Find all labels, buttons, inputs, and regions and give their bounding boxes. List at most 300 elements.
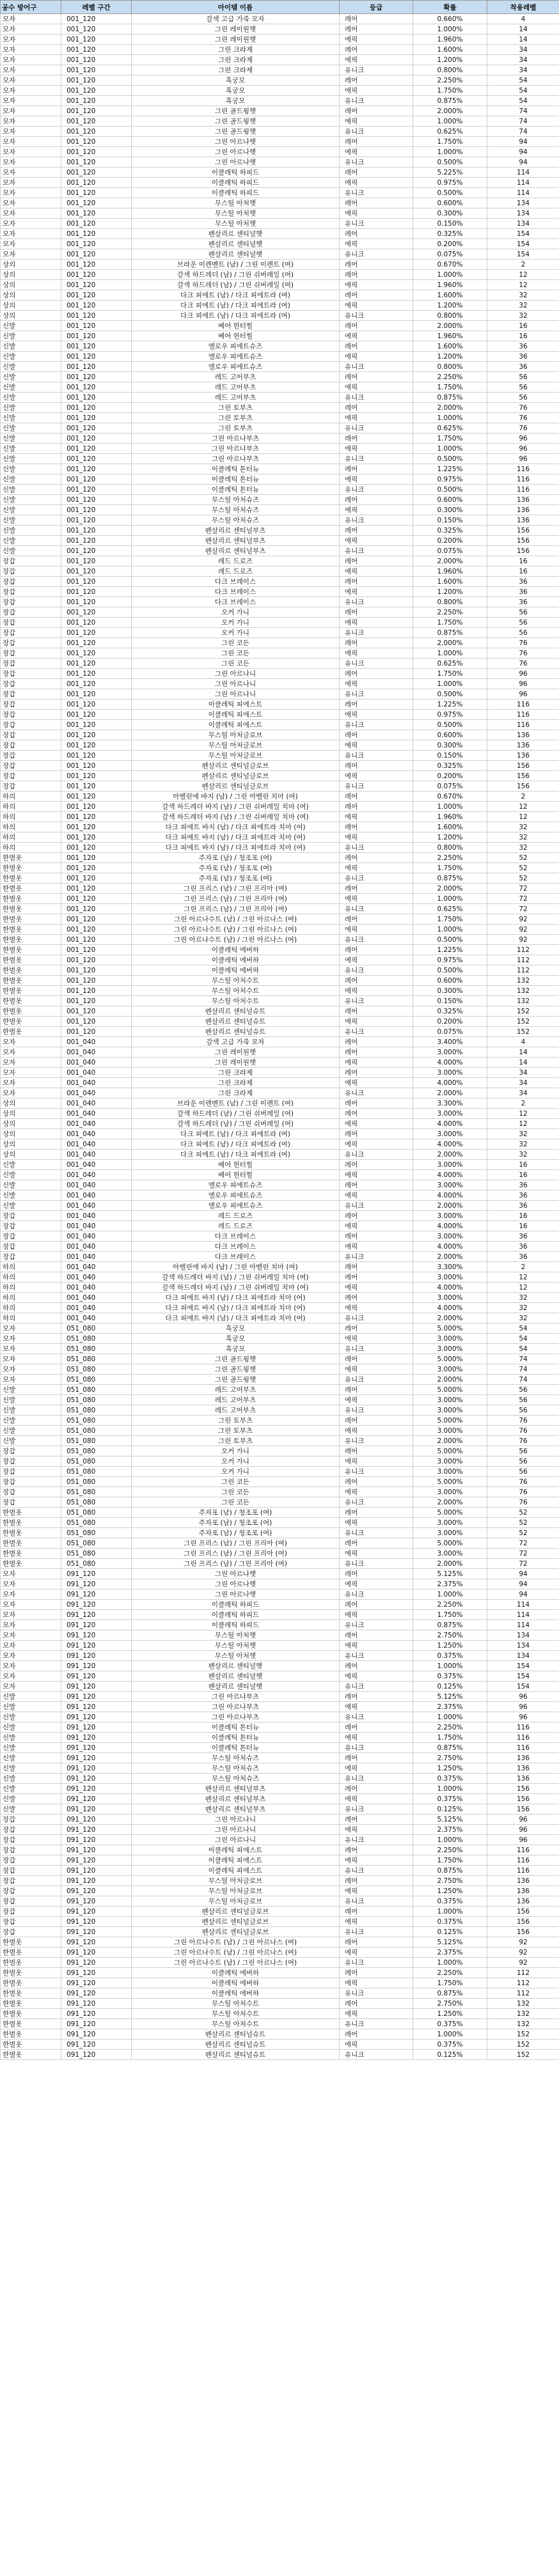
cell-probability: 0.300%: [413, 986, 487, 996]
cell-grade: 에픽: [340, 1579, 413, 1589]
cell-wear-level: 92: [487, 914, 559, 925]
cell-armor-type: 장갑: [1, 628, 61, 638]
cell-grade: 유니크: [340, 362, 413, 372]
cell-probability: 1.000%: [413, 1589, 487, 1600]
cell-probability: 1.000%: [413, 270, 487, 280]
cell-wear-level: 112: [487, 965, 559, 976]
cell-item-name: 레드 고어부츠: [132, 1385, 340, 1395]
cell-grade: 레어: [340, 1323, 413, 1334]
table-row: [1, 515, 559, 526]
table-row: [1, 464, 559, 474]
cell-level-range: 001_120: [61, 894, 132, 904]
cell-armor-type: 장갑: [1, 1242, 61, 1252]
table-row: [1, 740, 559, 751]
cell-armor-type: 장갑: [1, 1211, 61, 1221]
table-row: [1, 669, 559, 679]
cell-level-range: 051_080: [61, 1344, 132, 1354]
table-row: [1, 2040, 559, 2050]
cell-probability: 1.600%: [413, 341, 487, 352]
cell-probability: 0.325%: [413, 1006, 487, 1017]
cell-wear-level: 72: [487, 1549, 559, 1559]
cell-grade: 에픽: [340, 1733, 413, 1743]
cell-level-range: 001_120: [61, 495, 132, 505]
cell-probability: 3.000%: [413, 1528, 487, 1538]
cell-item-name: 오커 가니: [132, 607, 340, 618]
cell-wear-level: 36: [487, 352, 559, 362]
header-grade: 등급: [340, 1, 413, 14]
table-row: [1, 249, 559, 260]
cell-armor-type: 신발: [1, 1763, 61, 1774]
cell-item-name: 펜살리르 센티널부츠: [132, 536, 340, 546]
cell-armor-type: 한벌옷: [1, 2040, 61, 2050]
table-row: [1, 485, 559, 495]
cell-probability: 1.600%: [413, 290, 487, 301]
cell-grade: 유니크: [340, 628, 413, 638]
cell-grade: 에픽: [340, 1242, 413, 1252]
cell-probability: 0.200%: [413, 536, 487, 546]
cell-item-name: 펜살리르 센티널햇: [132, 1682, 340, 1692]
table-row: [1, 403, 559, 413]
cell-armor-type: 한벌옷: [1, 1549, 61, 1559]
cell-grade: 레어: [340, 607, 413, 618]
cell-wear-level: 76: [487, 1426, 559, 1436]
cell-wear-level: 152: [487, 1006, 559, 1017]
cell-armor-type: 장갑: [1, 1927, 61, 1937]
cell-wear-level: 116: [487, 485, 559, 495]
cell-wear-level: 56: [487, 1467, 559, 1477]
cell-armor-type: 모자: [1, 1047, 61, 1058]
cell-item-name: 다크 피에트 (남) / 다크 피에트라 (여): [132, 301, 340, 311]
cell-level-range: 001_120: [61, 219, 132, 229]
cell-item-name: 그린 코든: [132, 638, 340, 648]
cell-probability: 2.000%: [413, 321, 487, 331]
cell-level-range: 001_040: [61, 1119, 132, 1129]
table-row: [1, 659, 559, 669]
cell-grade: 에픽: [340, 587, 413, 597]
cell-armor-type: 한벌옷: [1, 1968, 61, 1978]
cell-probability: 3.000%: [413, 1129, 487, 1139]
cell-level-range: 051_080: [61, 1538, 132, 1549]
cell-wear-level: 154: [487, 249, 559, 260]
cell-probability: 0.125%: [413, 1927, 487, 1937]
table-row: [1, 188, 559, 198]
table-row: [1, 208, 559, 219]
cell-probability: 0.600%: [413, 495, 487, 505]
cell-level-range: 001_120: [61, 362, 132, 372]
cell-probability: 1.750%: [413, 669, 487, 679]
cell-item-name: 그린 프리스 (남) / 그린 프리아 (여): [132, 904, 340, 914]
cell-grade: 유니크: [340, 546, 413, 556]
cell-grade: 에픽: [340, 1221, 413, 1231]
cell-grade: 레어: [340, 1753, 413, 1763]
cell-wear-level: 54: [487, 75, 559, 86]
table-row: [1, 832, 559, 843]
cell-grade: 에픽: [340, 1058, 413, 1068]
cell-level-range: 001_040: [61, 1180, 132, 1190]
cell-armor-type: 모자: [1, 1600, 61, 1610]
cell-item-name: 펜살리르 센티널글로브: [132, 1907, 340, 1917]
cell-probability: 0.875%: [413, 1743, 487, 1753]
cell-item-name: 무스틸 아처슈즈: [132, 515, 340, 526]
table-row: [1, 1845, 559, 1855]
table-row: [1, 996, 559, 1006]
cell-probability: 2.000%: [413, 1201, 487, 1211]
cell-armor-type: 상의: [1, 270, 61, 280]
cell-grade: 에픽: [340, 1119, 413, 1129]
table-row: [1, 1743, 559, 1753]
cell-item-name: 레드 드로즈: [132, 1211, 340, 1221]
cell-item-name: 다크 브레이스: [132, 1231, 340, 1242]
cell-grade: 에픽: [340, 444, 413, 454]
cell-armor-type: 모자: [1, 198, 61, 208]
cell-probability: 4.000%: [413, 1190, 487, 1201]
cell-item-name: 베어 헌터힐: [132, 321, 340, 331]
cell-probability: 2.250%: [413, 372, 487, 382]
cell-grade: 에픽: [340, 1334, 413, 1344]
cell-item-name: 레드 고어부츠: [132, 372, 340, 382]
cell-wear-level: 96: [487, 1712, 559, 1722]
table-row: [1, 2050, 559, 2060]
cell-wear-level: 32: [487, 1129, 559, 1139]
table-row: [1, 474, 559, 485]
table-row: [1, 587, 559, 597]
cell-wear-level: 12: [487, 1119, 559, 1129]
cell-probability: 1.750%: [413, 1978, 487, 1988]
cell-wear-level: 76: [487, 1487, 559, 1497]
cell-armor-type: 장갑: [1, 577, 61, 587]
cell-grade: 에픽: [340, 955, 413, 965]
table-row: [1, 822, 559, 832]
cell-item-name: 다크 브레이스: [132, 1252, 340, 1262]
cell-probability: 5.000%: [413, 1416, 487, 1426]
cell-level-range: 091_120: [61, 1907, 132, 1917]
cell-level-range: 001_120: [61, 423, 132, 433]
table-row: [1, 1866, 559, 1876]
cell-armor-type: 장갑: [1, 659, 61, 669]
cell-grade: 레어: [340, 1068, 413, 1078]
cell-item-name: 펜살리르 센티널글로브: [132, 771, 340, 781]
cell-grade: 유니크: [340, 1027, 413, 1037]
cell-item-name: 펜살리르 센티널글로브: [132, 1927, 340, 1937]
cell-wear-level: 94: [487, 1579, 559, 1589]
cell-level-range: 091_120: [61, 1886, 132, 1896]
table-row: [1, 863, 559, 873]
cell-armor-type: 장갑: [1, 1825, 61, 1835]
cell-probability: 3.000%: [413, 1426, 487, 1436]
cell-armor-type: 장갑: [1, 1835, 61, 1845]
table-row: [1, 1988, 559, 1999]
table-row: [1, 894, 559, 904]
cell-probability: 2.000%: [413, 1313, 487, 1323]
cell-armor-type: 하의: [1, 832, 61, 843]
cell-probability: 3.000%: [413, 1180, 487, 1190]
header-armor-type: 공수 방어구: [1, 1, 61, 14]
cell-level-range: 001_120: [61, 96, 132, 106]
cell-item-name: 무스틸 아처슈즈: [132, 505, 340, 515]
cell-probability: 3.000%: [413, 1405, 487, 1416]
cell-wear-level: 116: [487, 474, 559, 485]
cell-probability: 0.325%: [413, 526, 487, 536]
cell-grade: 유니크: [340, 157, 413, 168]
cell-grade: 유니크: [340, 1313, 413, 1323]
table-row: [1, 1201, 559, 1211]
cell-item-name: 그린 아르나부츠: [132, 1712, 340, 1722]
cell-item-name: 엘로우 피에트슈즈: [132, 362, 340, 372]
cell-wear-level: 36: [487, 597, 559, 607]
cell-probability: 2.250%: [413, 1968, 487, 1978]
cell-level-range: 091_120: [61, 1774, 132, 1784]
cell-armor-type: 장갑: [1, 587, 61, 597]
cell-probability: 2.250%: [413, 75, 487, 86]
cell-item-name: 무스틸 아처수트: [132, 986, 340, 996]
table-row: [1, 751, 559, 761]
cell-probability: 1.750%: [413, 1610, 487, 1620]
cell-level-range: 001_120: [61, 1027, 132, 1037]
cell-item-name: 흑궁모: [132, 1323, 340, 1334]
cell-wear-level: 72: [487, 1559, 559, 1569]
cell-probability: 3.300%: [413, 1098, 487, 1109]
cell-item-name: 엘로우 피에트슈즈: [132, 352, 340, 362]
cell-wear-level: 96: [487, 669, 559, 679]
cell-item-name: 이클레틱 피에스트: [132, 720, 340, 730]
cell-item-name: 이클레틱 피에스트: [132, 710, 340, 720]
cell-wear-level: 156: [487, 546, 559, 556]
cell-grade: 유니크: [340, 996, 413, 1006]
table-row: [1, 372, 559, 382]
cell-level-range: 001_040: [61, 1109, 132, 1119]
table-row: [1, 648, 559, 659]
cell-probability: 0.200%: [413, 239, 487, 249]
cell-wear-level: 96: [487, 1835, 559, 1845]
table-row: [1, 270, 559, 280]
cell-grade: 에픽: [340, 178, 413, 188]
cell-armor-type: 한벌옷: [1, 976, 61, 986]
table-row: [1, 1364, 559, 1375]
cell-item-name: 펜살리르 센티널슈트: [132, 1027, 340, 1037]
table-row: [1, 853, 559, 863]
cell-wear-level: 36: [487, 1252, 559, 1262]
table-row: [1, 1927, 559, 1937]
cell-item-name: 갈색 하드레더 (남) / 그린 쉬버레일 (여): [132, 270, 340, 280]
cell-grade: 레어: [340, 1262, 413, 1272]
cell-grade: 레어: [340, 1968, 413, 1978]
table-row: [1, 802, 559, 812]
cell-grade: 레어: [340, 1784, 413, 1794]
cell-armor-type: 하의: [1, 1303, 61, 1313]
table-row: [1, 178, 559, 188]
cell-armor-type: 신발: [1, 341, 61, 352]
cell-level-range: 001_120: [61, 955, 132, 965]
cell-wear-level: 4: [487, 14, 559, 24]
cell-probability: 0.200%: [413, 1017, 487, 1027]
cell-armor-type: 신발: [1, 464, 61, 474]
cell-grade: 레어: [340, 464, 413, 474]
cell-grade: 유니크: [340, 1088, 413, 1098]
cell-wear-level: 136: [487, 1876, 559, 1886]
cell-probability: 0.375%: [413, 1917, 487, 1927]
cell-level-range: 001_120: [61, 689, 132, 699]
cell-wear-level: 76: [487, 659, 559, 669]
cell-item-name: 무스틸 아처햇: [132, 1641, 340, 1651]
cell-level-range: 001_120: [61, 311, 132, 321]
table-row: [1, 1242, 559, 1252]
table-row: [1, 710, 559, 720]
cell-item-name: 흑궁모: [132, 96, 340, 106]
cell-grade: 유니크: [340, 1896, 413, 1907]
cell-item-name: 다크 피에트 바지 (남) / 다크 피에트라 치마 (여): [132, 832, 340, 843]
cell-item-name: 엘로우 피에트슈즈: [132, 341, 340, 352]
cell-armor-type: 장갑: [1, 699, 61, 710]
cell-armor-type: 하의: [1, 1293, 61, 1303]
cell-armor-type: 한벌옷: [1, 925, 61, 935]
cell-wear-level: 136: [487, 1753, 559, 1763]
cell-probability: 0.500%: [413, 157, 487, 168]
cell-level-range: 091_120: [61, 1610, 132, 1620]
cell-item-name: 그린 아르나햇: [132, 157, 340, 168]
cell-item-name: 이클레틱 하피드: [132, 1610, 340, 1620]
cell-armor-type: 한벌옷: [1, 1999, 61, 2009]
cell-probability: 5.125%: [413, 1692, 487, 1702]
cell-item-name: 엘로우 피에트슈즈: [132, 1201, 340, 1211]
cell-probability: 4.000%: [413, 1283, 487, 1293]
cell-item-name: 펜살리르 센티널햇: [132, 1661, 340, 1671]
cell-level-range: 001_120: [61, 925, 132, 935]
table-row: [1, 1058, 559, 1068]
cell-armor-type: 모자: [1, 249, 61, 260]
cell-item-name: 다크 피에트 바지 (남) / 다크 피에트라 치마 (여): [132, 1303, 340, 1313]
cell-level-range: 001_120: [61, 536, 132, 546]
cell-level-range: 051_080: [61, 1477, 132, 1487]
table-row: [1, 1876, 559, 1886]
cell-grade: 에픽: [340, 1170, 413, 1180]
cell-armor-type: 신발: [1, 1201, 61, 1211]
cell-wear-level: 32: [487, 1313, 559, 1323]
cell-armor-type: 한벌옷: [1, 863, 61, 873]
table-row: [1, 526, 559, 536]
cell-level-range: 001_120: [61, 116, 132, 127]
cell-probability: 1.750%: [413, 137, 487, 147]
cell-grade: 에픽: [340, 1794, 413, 1804]
cell-armor-type: 모자: [1, 137, 61, 147]
cell-level-range: 091_120: [61, 1733, 132, 1743]
cell-level-range: 091_120: [61, 1569, 132, 1579]
cell-level-range: 001_120: [61, 403, 132, 413]
cell-level-range: 001_120: [61, 832, 132, 843]
cell-item-name: 무스틸 아처글로브: [132, 1876, 340, 1886]
cell-item-name: 갈색 고급 가죽 모자: [132, 1037, 340, 1047]
cell-wear-level: 94: [487, 157, 559, 168]
cell-item-name: 그린 아르나햇: [132, 1569, 340, 1579]
cell-grade: 에픽: [340, 239, 413, 249]
cell-armor-type: 장갑: [1, 607, 61, 618]
table-row: [1, 1078, 559, 1088]
cell-probability: 0.125%: [413, 2050, 487, 2060]
table-row: [1, 689, 559, 699]
table-row: [1, 1017, 559, 1027]
cell-level-range: 001_040: [61, 1272, 132, 1283]
cell-grade: 레어: [340, 1160, 413, 1170]
cell-level-range: 001_040: [61, 1211, 132, 1221]
cell-grade: 유니크: [340, 1712, 413, 1722]
cell-probability: 0.375%: [413, 2019, 487, 2029]
cell-level-range: 001_040: [61, 1150, 132, 1160]
cell-wear-level: 132: [487, 996, 559, 1006]
cell-item-name: 다크 브레이스: [132, 597, 340, 607]
cell-level-range: 091_120: [61, 1876, 132, 1886]
table-row: [1, 1313, 559, 1323]
cell-grade: 에픽: [340, 925, 413, 935]
cell-level-range: 001_120: [61, 822, 132, 832]
cell-armor-type: 한벌옷: [1, 853, 61, 863]
cell-wear-level: 136: [487, 1763, 559, 1774]
cell-probability: 2.000%: [413, 1497, 487, 1508]
cell-item-name: 펜살리르 센티널햇: [132, 1671, 340, 1682]
cell-item-name: 그린 토부츠: [132, 1436, 340, 1446]
cell-wear-level: 56: [487, 1446, 559, 1456]
table-row: [1, 311, 559, 321]
cell-probability: 0.075%: [413, 249, 487, 260]
cell-probability: 2.750%: [413, 1630, 487, 1641]
cell-wear-level: 34: [487, 1088, 559, 1098]
cell-armor-type: 모자: [1, 208, 61, 219]
cell-armor-type: 모자: [1, 1671, 61, 1682]
cell-armor-type: 신발: [1, 321, 61, 331]
cell-wear-level: 112: [487, 1988, 559, 1999]
cell-item-name: 브라운 이렌멘트 (남) / 그린 이렌트 (여): [132, 260, 340, 270]
cell-grade: 유니크: [340, 393, 413, 403]
cell-wear-level: 76: [487, 413, 559, 423]
cell-item-name: 펜살리르 센티널슈트: [132, 2029, 340, 2040]
cell-item-name: 이클레틱 에버하: [132, 1978, 340, 1988]
table-row: [1, 1027, 559, 1037]
table-row: [1, 1600, 559, 1610]
cell-wear-level: 74: [487, 1354, 559, 1364]
cell-level-range: 001_120: [61, 178, 132, 188]
cell-wear-level: 134: [487, 219, 559, 229]
cell-level-range: 001_120: [61, 740, 132, 751]
table-row: [1, 976, 559, 986]
cell-item-name: 베어 헌터힐: [132, 1160, 340, 1170]
cell-item-name: 펜살리르 센티널부츠: [132, 546, 340, 556]
table-row: [1, 1518, 559, 1528]
cell-grade: 에픽: [340, 1886, 413, 1896]
cell-wear-level: 94: [487, 147, 559, 157]
cell-grade: 에픽: [340, 208, 413, 219]
cell-level-range: 001_040: [61, 1262, 132, 1272]
cell-grade: 레어: [340, 1047, 413, 1058]
cell-wear-level: 34: [487, 55, 559, 65]
cell-probability: 0.125%: [413, 1682, 487, 1692]
table-header: [1, 1, 559, 14]
table-row: [1, 260, 559, 270]
cell-armor-type: 상의: [1, 1119, 61, 1129]
cell-probability: 1.250%: [413, 1641, 487, 1651]
cell-armor-type: 장갑: [1, 1886, 61, 1896]
cell-wear-level: 32: [487, 832, 559, 843]
cell-item-name: 흑궁모: [132, 75, 340, 86]
cell-probability: 5.000%: [413, 1538, 487, 1549]
cell-wear-level: 76: [487, 1477, 559, 1487]
cell-item-name: 무스틸 아처슈즈: [132, 1774, 340, 1784]
cell-probability: 2.375%: [413, 1702, 487, 1712]
cell-wear-level: 32: [487, 843, 559, 853]
cell-wear-level: 16: [487, 566, 559, 577]
cell-grade: 유니크: [340, 249, 413, 260]
cell-level-range: 051_080: [61, 1549, 132, 1559]
cell-armor-type: 한벌옷: [1, 1006, 61, 1017]
cell-item-name: 이클레틱 톤터뉴: [132, 474, 340, 485]
cell-level-range: 001_120: [61, 628, 132, 638]
